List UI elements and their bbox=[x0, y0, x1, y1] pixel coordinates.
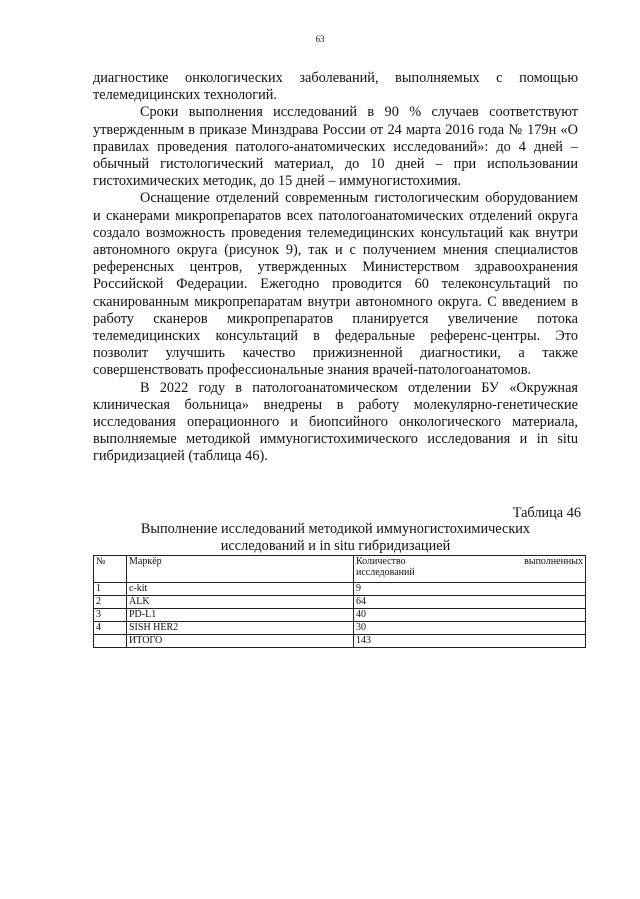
table-row bbox=[94, 622, 586, 635]
cell-count: 143 bbox=[354, 635, 586, 648]
table-header-row bbox=[94, 556, 586, 583]
table-title-line: Выполнение исследований методикой иммуногистохимических bbox=[140, 521, 531, 537]
cell-marker: ИТОГО bbox=[127, 635, 354, 648]
header-marker: Маркёр bbox=[127, 556, 354, 583]
cell-count: 40 bbox=[354, 609, 586, 622]
header-count-word: выполненных bbox=[524, 556, 583, 567]
header-count-word: Количество bbox=[356, 556, 406, 567]
table-title bbox=[93, 521, 578, 555]
cell-marker: ALK bbox=[127, 596, 354, 609]
table-row-total bbox=[94, 635, 586, 648]
paragraph: Сроки выполнения исследований в 90 % случаев соответствуют утвержденным в приказе Минздрава России от 24 марта 2016 года № 179н «О правилах проведения патолого-анатомических исследований»: до 4 дней – обычный гистологический материал, до 10 дней – при использовании гистохимических методик, до 15 дней – иммуногистохимия. bbox=[93, 104, 578, 190]
header-num: № bbox=[94, 556, 127, 583]
cell-marker: SISH HER2 bbox=[127, 622, 354, 635]
table-row bbox=[94, 609, 586, 622]
header-count bbox=[354, 556, 586, 583]
cell-marker: PD-L1 bbox=[127, 609, 354, 622]
markers-table bbox=[93, 555, 586, 648]
header-count-line bbox=[356, 556, 583, 567]
cell-num: 2 bbox=[94, 596, 127, 609]
header-count-line: исследований bbox=[356, 567, 415, 578]
cell-count: 64 bbox=[354, 596, 586, 609]
cell-num: 3 bbox=[94, 609, 127, 622]
body-text bbox=[93, 70, 578, 466]
page-number: 63 bbox=[315, 34, 325, 44]
cell-marker: c-kit bbox=[127, 583, 354, 596]
paragraph: Оснащение отделений современным гистологическим оборудованием и сканерами микропрепаратов всех патологоанатомических отделений округа создало возможность проведения телемедицинских консультаций как внутри автономного округа (рисунок 9), так и с получением мнения специалистов референсных центров, утвержденных Министерством здравоохранения Российской Федерации. Ежегодно проводится 60 телеконсультаций по сканированным микропрепаратам внутри автономного округа. С введением в работу сканеров микропрепаратов планируется увеличение потока телемедицинских консультаций в федеральные референс-центры. Это позволит улучшить качество прижизненной диагностики, а также совершенствовать профессиональные знания врачей-патологоанатомов. bbox=[93, 190, 578, 379]
cell-count: 30 bbox=[354, 622, 586, 635]
table-label: Таблица 46 bbox=[512, 505, 581, 521]
cell-num: 4 bbox=[94, 622, 127, 635]
cell-num: 1 bbox=[94, 583, 127, 596]
paragraph: диагностике онкологических заболеваний, выполняемых с помощью телемедицинских технологий. bbox=[93, 70, 578, 104]
table-row bbox=[94, 596, 586, 609]
table-row bbox=[94, 583, 586, 596]
cell-count: 9 bbox=[354, 583, 586, 596]
cell-num bbox=[94, 635, 127, 648]
paragraph: В 2022 году в патологоанатомическом отделении БУ «Окружная клиническая больница» внедрены в работу молекулярно-генетические исследования операционного и биопсийного онкологического материала, выполняемые методикой иммуногистохимического исследования и in situ гибридизацией (таблица 46). bbox=[93, 379, 578, 465]
table-title-line: исследований и in situ гибридизацией bbox=[220, 538, 451, 555]
